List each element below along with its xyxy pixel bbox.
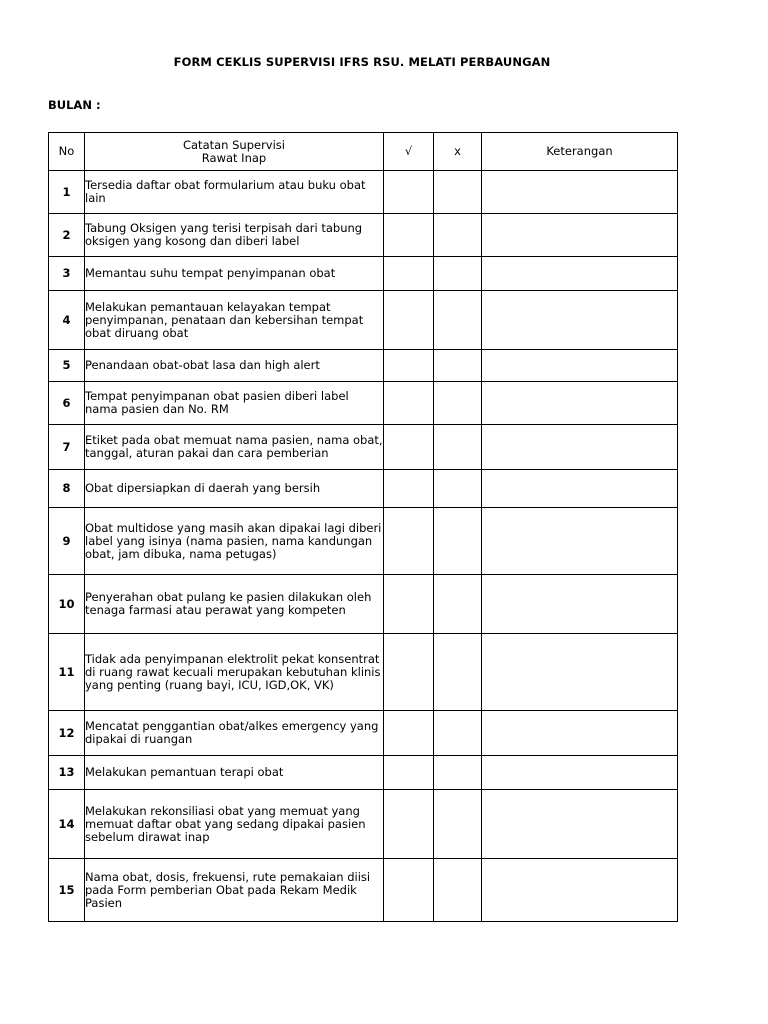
row-item-text: Memantau suhu tempat penyimpanan obat [85, 257, 384, 291]
row-number: 3 [49, 257, 85, 291]
row-check-cell[interactable] [384, 756, 434, 790]
row-check-cell[interactable] [384, 859, 434, 922]
row-x-cell[interactable] [434, 350, 482, 382]
row-number: 6 [49, 382, 85, 425]
table-row [49, 425, 678, 470]
row-number: 7 [49, 425, 85, 470]
table-row [49, 508, 678, 575]
row-item-text: Tabung Oksigen yang terisi terpisah dari tabung oksigen yang kosong dan diberi label [85, 214, 384, 257]
row-keterangan-cell[interactable] [482, 859, 678, 922]
row-x-cell[interactable] [434, 711, 482, 756]
table-row [49, 575, 678, 634]
row-check-cell[interactable] [384, 470, 434, 508]
row-check-cell[interactable] [384, 382, 434, 425]
row-item-text: Melakukan rekonsiliasi obat yang memuat yang memuat daftar obat yang sedang dipakai pasien sebelum dirawat inap [85, 790, 384, 859]
row-check-cell[interactable] [384, 350, 434, 382]
row-keterangan-cell[interactable] [482, 382, 678, 425]
row-item-text: Obat multidose yang masih akan dipakai lagi diberi label yang isinya (nama pasien, nama kandungan obat, jam dibuka, nama petugas) [85, 508, 384, 575]
row-check-cell[interactable] [384, 171, 434, 214]
row-check-cell[interactable] [384, 508, 434, 575]
row-item-text: Penandaan obat-obat lasa dan high alert [85, 350, 384, 382]
row-item-text: Obat dipersiapkan di daerah yang bersih [85, 470, 384, 508]
row-keterangan-cell[interactable] [482, 171, 678, 214]
row-check-cell[interactable] [384, 257, 434, 291]
table-row [49, 634, 678, 711]
row-keterangan-cell[interactable] [482, 291, 678, 350]
row-keterangan-cell[interactable] [482, 575, 678, 634]
row-keterangan-cell[interactable] [482, 257, 678, 291]
row-x-cell[interactable] [434, 634, 482, 711]
row-number: 9 [49, 508, 85, 575]
header-catatan-supervisi [85, 133, 384, 171]
header-keterangan: Keterangan [482, 133, 678, 171]
row-keterangan-cell[interactable] [482, 756, 678, 790]
table-row [49, 214, 678, 257]
row-number: 14 [49, 790, 85, 859]
row-item-text: Tempat penyimpanan obat pasien diberi label nama pasien dan No. RM [85, 382, 384, 425]
row-item-text: Etiket pada obat memuat nama pasien, nama obat, tanggal, aturan pakai dan cara pemberian [85, 425, 384, 470]
row-keterangan-cell[interactable] [482, 508, 678, 575]
row-item-text: Tidak ada penyimpanan elektrolit pekat konsentrat di ruang rawat kecuali merupakan kebutuhan klinis yang penting (ruang bayi, ICU, IGD,OK, VK) [85, 634, 384, 711]
row-x-cell[interactable] [434, 257, 482, 291]
table-row [49, 350, 678, 382]
row-keterangan-cell[interactable] [482, 425, 678, 470]
row-number: 8 [49, 470, 85, 508]
row-item-text: Penyerahan obat pulang ke pasien dilakukan oleh tenaga farmasi atau perawat yang kompeten [85, 575, 384, 634]
table-row [49, 470, 678, 508]
table-row [49, 756, 678, 790]
row-x-cell[interactable] [434, 508, 482, 575]
row-keterangan-cell[interactable] [482, 711, 678, 756]
table-row [49, 171, 678, 214]
table-row [49, 291, 678, 350]
row-number: 15 [49, 859, 85, 922]
row-check-cell[interactable] [384, 425, 434, 470]
table-row [49, 859, 678, 922]
row-keterangan-cell[interactable] [482, 470, 678, 508]
row-item-text: Melakukan pemantuan terapi obat [85, 756, 384, 790]
table-row [49, 382, 678, 425]
row-number: 13 [49, 756, 85, 790]
row-x-cell[interactable] [434, 171, 482, 214]
row-x-cell[interactable] [434, 790, 482, 859]
row-x-cell[interactable] [434, 291, 482, 350]
row-number: 10 [49, 575, 85, 634]
row-item-text: Mencatat penggantian obat/alkes emergency yang dipakai di ruangan [85, 711, 384, 756]
row-item-text: Tersedia daftar obat formularium atau buku obat lain [85, 171, 384, 214]
row-x-cell[interactable] [434, 382, 482, 425]
supervision-checklist-table [48, 132, 678, 922]
row-x-cell[interactable] [434, 575, 482, 634]
row-keterangan-cell[interactable] [482, 350, 678, 382]
row-check-cell[interactable] [384, 575, 434, 634]
header-catatan-line1: Catatan Supervisi [182, 137, 285, 152]
table-row [49, 257, 678, 291]
row-x-cell[interactable] [434, 756, 482, 790]
row-check-cell[interactable] [384, 634, 434, 711]
table-row [49, 711, 678, 756]
row-number: 12 [49, 711, 85, 756]
row-check-cell[interactable] [384, 790, 434, 859]
header-check-mark: √ [384, 133, 434, 171]
header-catatan-line2: Rawat Inap [201, 150, 267, 165]
row-number: 2 [49, 214, 85, 257]
row-number: 11 [49, 634, 85, 711]
row-x-cell[interactable] [434, 214, 482, 257]
row-keterangan-cell[interactable] [482, 214, 678, 257]
row-check-cell[interactable] [384, 291, 434, 350]
form-title: FORM CEKLIS SUPERVISI IFRS RSU. MELATI PERBAUNGAN [173, 55, 551, 69]
row-number: 4 [49, 291, 85, 350]
bulan-label: BULAN : [48, 98, 101, 112]
header-row [49, 133, 678, 171]
row-x-cell[interactable] [434, 859, 482, 922]
row-item-text: Melakukan pemantauan kelayakan tempat penyimpanan, penataan dan kebersihan tempat obat diruang obat [85, 291, 384, 350]
header-x-mark: x [434, 133, 482, 171]
row-check-cell[interactable] [384, 214, 434, 257]
row-keterangan-cell[interactable] [482, 634, 678, 711]
row-number: 5 [49, 350, 85, 382]
row-keterangan-cell[interactable] [482, 790, 678, 859]
row-check-cell[interactable] [384, 711, 434, 756]
row-number: 1 [49, 171, 85, 214]
row-x-cell[interactable] [434, 425, 482, 470]
header-no: No [49, 133, 85, 171]
table-row [49, 790, 678, 859]
row-item-text: Nama obat, dosis, frekuensi, rute pemakaian diisi pada Form pemberian Obat pada Rekam Medik Pasien [85, 859, 384, 922]
row-x-cell[interactable] [434, 470, 482, 508]
